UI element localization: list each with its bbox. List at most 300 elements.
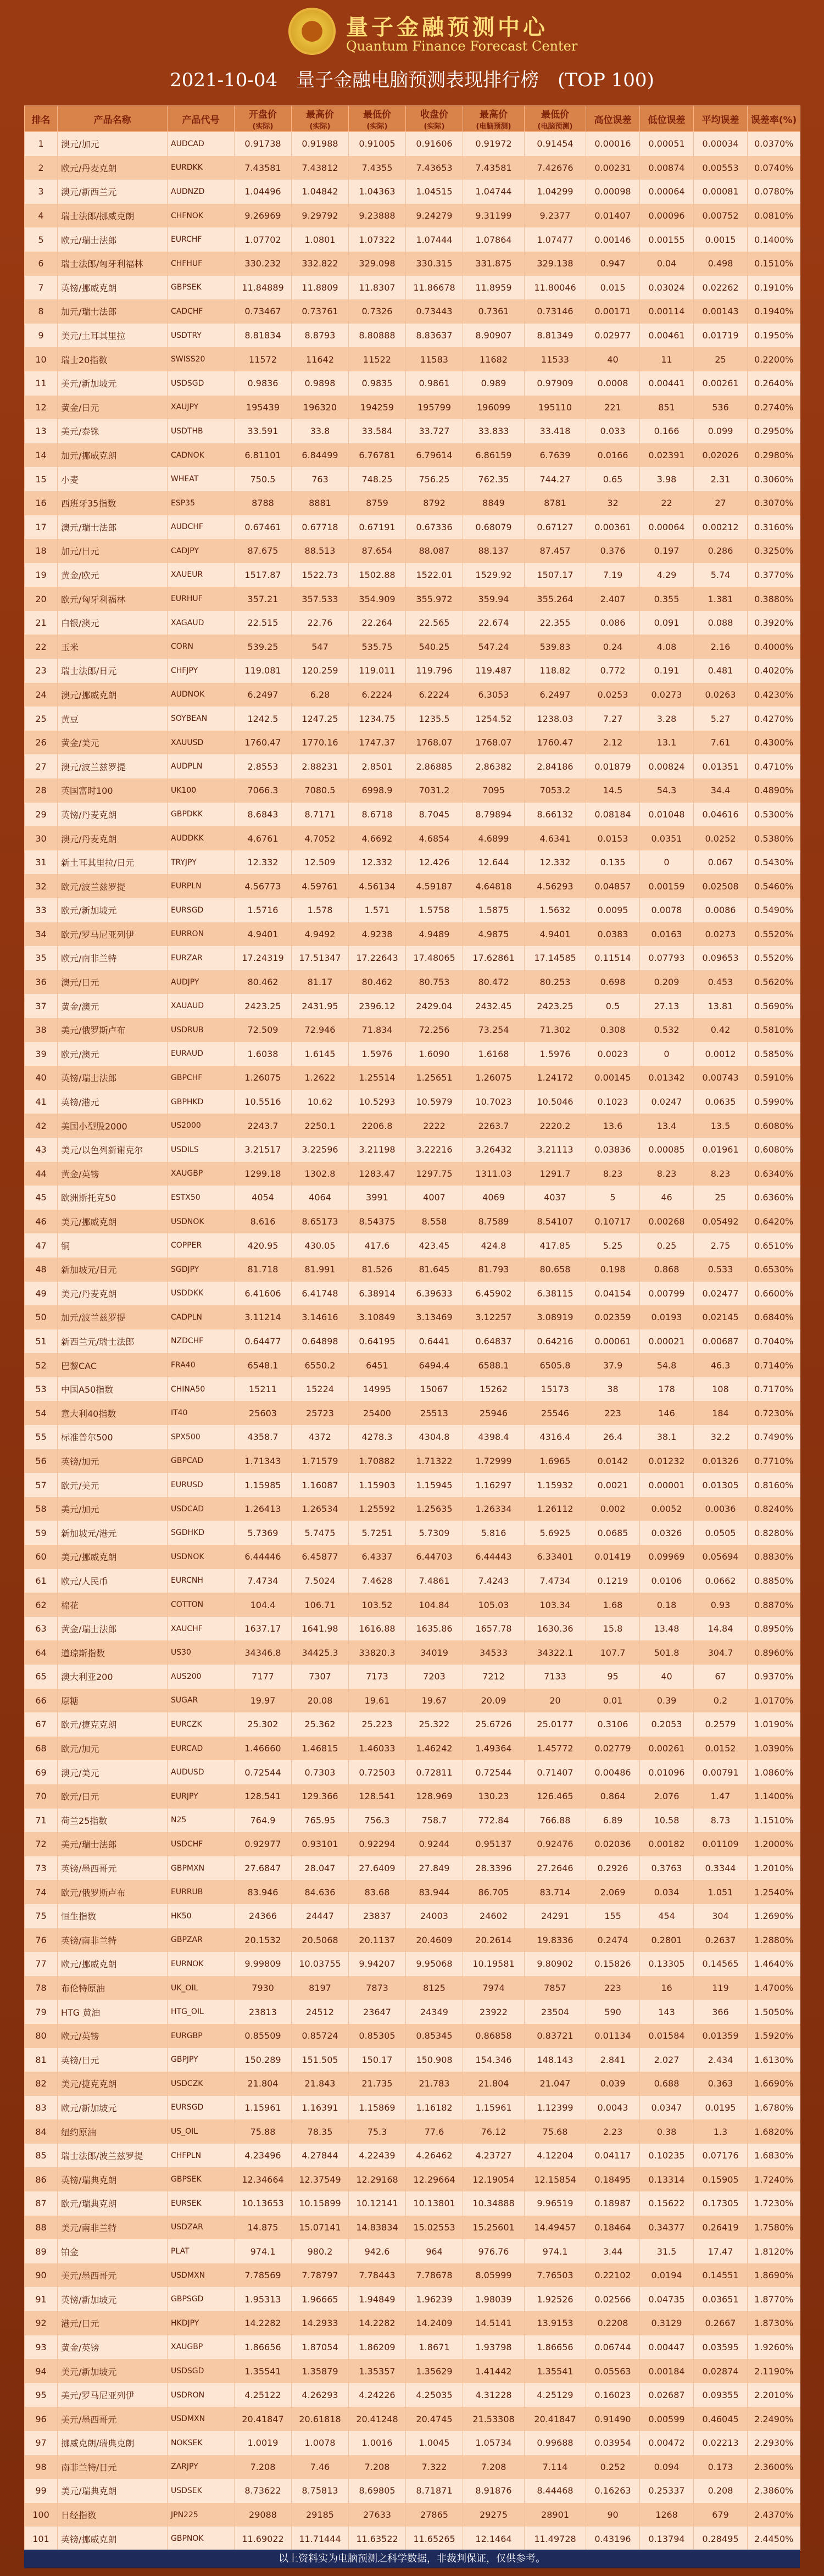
- table-cell: 0.5620%: [748, 970, 800, 994]
- table-cell: 英镑/挪威克朗: [58, 2527, 168, 2551]
- table-cell: 24602: [463, 1904, 525, 1928]
- table-cell: 黄金/英镑: [58, 1162, 168, 1186]
- table-cell: 20.2614: [463, 1928, 525, 1952]
- table-cell: 12.332: [349, 850, 406, 875]
- table-cell: 0.5300%: [748, 803, 800, 827]
- table-cell: 7066.3: [235, 778, 292, 803]
- table-cell: 1.15945: [406, 1473, 463, 1497]
- table-cell: 澳元/新西兰元: [58, 180, 168, 204]
- table-cell: 25513: [406, 1401, 463, 1425]
- table-cell: 2.2490%: [748, 2407, 800, 2431]
- table-cell: EURZAR: [168, 946, 235, 970]
- table-cell: 英镑/墨西哥元: [58, 1856, 168, 1880]
- table-row: [25, 1976, 800, 2000]
- table-cell: 0.4710%: [748, 754, 800, 778]
- table-cell: 83: [25, 2096, 58, 2120]
- table-cell: 94: [25, 2359, 58, 2383]
- table-cell: 0.0740%: [748, 156, 800, 180]
- table-cell: 0.00096: [640, 204, 694, 228]
- table-cell: 76: [25, 1928, 58, 1952]
- table-cell: 0.453: [694, 970, 748, 994]
- table-cell: 0.0095: [586, 898, 640, 922]
- table-cell: 2.027: [640, 2048, 694, 2072]
- table-cell: 25.302: [235, 1712, 292, 1737]
- table-cell: 539.83: [525, 635, 586, 659]
- table-cell: 11522: [349, 347, 406, 371]
- table-cell: 7212: [463, 1665, 525, 1689]
- table-cell: 86.705: [463, 1880, 525, 1904]
- table-cell: 74: [25, 1880, 58, 1904]
- table-row: [25, 2479, 800, 2503]
- table-cell: 66: [25, 1689, 58, 1713]
- table-cell: 1.4640%: [748, 1952, 800, 1976]
- table-cell: 7.61: [694, 731, 748, 755]
- table-cell: 0: [640, 850, 694, 875]
- table-cell: 道琼斯指数: [58, 1640, 168, 1665]
- table-cell: 11642: [292, 347, 349, 371]
- brand-logo-icon: [288, 8, 336, 55]
- table-cell: AUDNZD: [168, 180, 235, 204]
- table-cell: 1770.16: [292, 731, 349, 755]
- table-cell: 0.01407: [586, 204, 640, 228]
- table-cell: 2.12: [586, 731, 640, 755]
- table-cell: 20: [25, 587, 58, 611]
- table-cell: 1.07444: [406, 227, 463, 252]
- table-cell: USDSGD: [168, 371, 235, 396]
- table-cell: 10.7023: [463, 1090, 525, 1114]
- table-row: [25, 683, 800, 707]
- table-cell: 31: [25, 850, 58, 875]
- table-cell: 0.7040%: [748, 1329, 800, 1354]
- table-cell: 6.76781: [349, 443, 406, 468]
- table-cell: 0.197: [640, 539, 694, 563]
- table-cell: 150.908: [406, 2048, 463, 2072]
- table-cell: 5.27: [694, 706, 748, 731]
- table-cell: 976.76: [463, 2239, 525, 2263]
- table-cell: 49: [25, 1282, 58, 1306]
- table-row: [25, 132, 800, 156]
- table-cell: 0.17305: [694, 2191, 748, 2216]
- table-cell: 19.8336: [525, 1928, 586, 1952]
- table-cell: GBPZAR: [168, 1928, 235, 1952]
- table-cell: 2423.25: [235, 994, 292, 1018]
- table-cell: 中国A50指数: [58, 1377, 168, 1401]
- table-cell: 1.49364: [463, 1737, 525, 1761]
- table-cell: 1.26334: [463, 1497, 525, 1521]
- table-cell: 31.5: [640, 2239, 694, 2263]
- table-cell: 22.565: [406, 611, 463, 635]
- table-cell: EURSEK: [168, 2191, 235, 2216]
- table-cell: 4.9489: [406, 922, 463, 947]
- table-cell: 0.25337: [640, 2479, 694, 2503]
- table-cell: 38: [586, 1377, 640, 1401]
- table-cell: 1.70882: [349, 1449, 406, 1473]
- table-cell: EURNOK: [168, 1952, 235, 1976]
- table-cell: USDMXN: [168, 2263, 235, 2288]
- table-cell: 0.3880%: [748, 587, 800, 611]
- table-cell: 20.41847: [235, 2407, 292, 2431]
- table-cell: 4278.3: [349, 1425, 406, 1449]
- table-cell: 0.5: [586, 994, 640, 1018]
- table-cell: 1.8690%: [748, 2263, 800, 2288]
- table-cell: 67: [694, 1665, 748, 1689]
- table-cell: 0.15905: [694, 2167, 748, 2191]
- table-cell: JPN225: [168, 2503, 235, 2527]
- table-cell: 欧元/澳元: [58, 1042, 168, 1066]
- table-cell: 0.99688: [525, 2431, 586, 2455]
- column-header: 最高价 (电脑预测): [463, 106, 525, 132]
- table-cell: 21.783: [406, 2072, 463, 2096]
- table-row: [25, 1353, 800, 1377]
- table-cell: 2250.1: [292, 1114, 349, 1138]
- table-cell: 0.209: [640, 970, 694, 994]
- table-cell: 2.84186: [525, 754, 586, 778]
- table-cell: 0.16023: [586, 2383, 640, 2407]
- table-cell: HTG 黄油: [58, 2000, 168, 2024]
- table-cell: 417.85: [525, 1233, 586, 1258]
- table-cell: 33820.3: [349, 1640, 406, 1665]
- table-cell: 0.2980%: [748, 443, 800, 468]
- table-cell: 0.0078: [640, 898, 694, 922]
- table-cell: 0.03651: [694, 2287, 748, 2311]
- table-cell: 0.2667: [694, 2311, 748, 2335]
- table-cell: GBPSEK: [168, 276, 235, 300]
- table-cell: EURRON: [168, 922, 235, 947]
- table-cell: 357.533: [292, 587, 349, 611]
- table-cell: 14.2282: [235, 2311, 292, 2335]
- table-cell: XAUAUD: [168, 994, 235, 1018]
- table-cell: 0.00085: [640, 1138, 694, 1162]
- table-cell: 0.01961: [694, 1138, 748, 1162]
- table-cell: 0.5460%: [748, 874, 800, 898]
- table-cell: 1.25651: [406, 1066, 463, 1090]
- table-row: [25, 396, 800, 420]
- table-cell: 9.2377: [525, 204, 586, 228]
- table-cell: 0.1940%: [748, 299, 800, 324]
- table-cell: 0.173: [694, 2455, 748, 2479]
- table-cell: 76.12: [463, 2119, 525, 2144]
- table-cell: 1.04363: [349, 180, 406, 204]
- table-cell: 330.232: [235, 252, 292, 276]
- table-cell: 0.00261: [694, 371, 748, 396]
- table-cell: 2431.95: [292, 994, 349, 1018]
- table-cell: 25: [694, 347, 748, 371]
- table-cell: 0.00159: [640, 874, 694, 898]
- table-row: [25, 2407, 800, 2431]
- table-cell: 1.6168: [463, 1042, 525, 1066]
- table-cell: 6.7639: [525, 443, 586, 468]
- table-cell: 7.78569: [235, 2263, 292, 2288]
- table-cell: AUDPLN: [168, 754, 235, 778]
- table-cell: GBPSEK: [168, 2167, 235, 2191]
- table-cell: 1.2880%: [748, 1928, 800, 1952]
- table-cell: 423.45: [406, 1233, 463, 1258]
- table-cell: 恒生指数: [58, 1904, 168, 1928]
- table-cell: 8.73: [694, 1809, 748, 1833]
- table-cell: 1.16182: [406, 2096, 463, 2120]
- table-cell: 0.0008: [586, 371, 640, 396]
- table-cell: 0.0635: [694, 1090, 748, 1114]
- table-cell: 9.26969: [235, 204, 292, 228]
- table-cell: EURCZK: [168, 1712, 235, 1737]
- table-cell: 0.481: [694, 659, 748, 683]
- table-row: [25, 2287, 800, 2311]
- table-cell: 0.002: [586, 1497, 640, 1521]
- table-cell: 11572: [235, 347, 292, 371]
- table-cell: 0.5520%: [748, 946, 800, 970]
- table-cell: 103.34: [525, 1593, 586, 1617]
- table-cell: 43: [25, 1138, 58, 1162]
- table-cell: 1.3: [694, 2119, 748, 2144]
- table-cell: 1.0190%: [748, 1712, 800, 1737]
- table-cell: 欧元/日元: [58, 1784, 168, 1809]
- table-cell: 4358.7: [235, 1425, 292, 1449]
- table-cell: 17.24319: [235, 946, 292, 970]
- table-cell: 0.93101: [292, 1832, 349, 1856]
- table-cell: SWISS20: [168, 347, 235, 371]
- table-cell: 540.25: [406, 635, 463, 659]
- table-cell: 64: [25, 1640, 58, 1665]
- table-cell: 22.674: [463, 611, 525, 635]
- table-cell: 8197: [292, 1976, 349, 2000]
- table-row: [25, 1497, 800, 1521]
- table-cell: 86: [25, 2167, 58, 2191]
- table-cell: 0.91454: [525, 132, 586, 156]
- table-cell: 0.92476: [525, 1832, 586, 1856]
- page-header: [0, 0, 824, 99]
- table-cell: 0.00146: [586, 227, 640, 252]
- table-cell: 7.114: [525, 2455, 586, 2479]
- table-cell: 2432.45: [463, 994, 525, 1018]
- table-cell: 1.98039: [463, 2287, 525, 2311]
- table-cell: 0.6340%: [748, 1162, 800, 1186]
- table-cell: 964: [406, 2239, 463, 2263]
- table-cell: 196320: [292, 396, 349, 420]
- table-cell: 1235.5: [406, 706, 463, 731]
- table-row: [25, 1449, 800, 1473]
- table-cell: 1.86656: [235, 2335, 292, 2360]
- table-cell: 23647: [349, 2000, 406, 2024]
- table-cell: 2429.04: [406, 994, 463, 1018]
- table-cell: 欧元/南非兰特: [58, 946, 168, 970]
- table-row: [25, 2383, 800, 2407]
- table-row: [25, 1617, 800, 1641]
- table-cell: 0.67336: [406, 515, 463, 539]
- table-cell: 1.25635: [406, 1497, 463, 1521]
- table-cell: 128.541: [349, 1784, 406, 1809]
- table-cell: 78.35: [292, 2119, 349, 2144]
- table-cell: 0.04857: [586, 874, 640, 898]
- table-cell: 瑞士法郎/挪威克朗: [58, 204, 168, 228]
- table-cell: 0.0263: [694, 683, 748, 707]
- table-cell: 0.0253: [586, 683, 640, 707]
- table-row: [25, 563, 800, 587]
- table-cell: 0.01879: [586, 754, 640, 778]
- table-cell: 0.00098: [586, 180, 640, 204]
- table-cell: 0.28495: [694, 2527, 748, 2551]
- table-cell: 1.8671: [406, 2335, 463, 2360]
- table-cell: 44: [25, 1162, 58, 1186]
- table-cell: 12: [25, 396, 58, 420]
- table-cell: 2.88231: [292, 754, 349, 778]
- table-cell: 23813: [235, 2000, 292, 2024]
- table-row: [25, 1665, 800, 1689]
- table-cell: 17.48065: [406, 946, 463, 970]
- table-cell: 12.29664: [406, 2167, 463, 2191]
- table-row: [25, 1856, 800, 1880]
- table-cell: 22.264: [349, 611, 406, 635]
- table-cell: 1.26075: [235, 1066, 292, 1090]
- table-cell: 1254.52: [463, 706, 525, 731]
- table-cell: 0.0163: [640, 922, 694, 947]
- table-cell: 1.26534: [292, 1497, 349, 1521]
- table-cell: 0.0043: [586, 2096, 640, 2120]
- table-cell: 0.67718: [292, 515, 349, 539]
- table-cell: 西班牙35指数: [58, 491, 168, 515]
- column-header: 高位误差: [586, 106, 640, 132]
- table-cell: 8792: [406, 491, 463, 515]
- table-cell: 62: [25, 1593, 58, 1617]
- table-row: [25, 2048, 800, 2072]
- table-cell: 0.00472: [640, 2431, 694, 2455]
- table-cell: 32: [586, 491, 640, 515]
- table-cell: 12.15854: [525, 2167, 586, 2191]
- table-cell: 4.9401: [525, 922, 586, 947]
- table-cell: 81: [25, 2048, 58, 2072]
- table-cell: 1.5920%: [748, 2024, 800, 2048]
- table-cell: 2.86885: [406, 754, 463, 778]
- table-cell: 17.62861: [463, 946, 525, 970]
- table-cell: 0.01305: [694, 1473, 748, 1497]
- table-cell: 84: [25, 2119, 58, 2144]
- table-cell: 8.73622: [235, 2479, 292, 2503]
- table-cell: AUDUSD: [168, 1760, 235, 1784]
- table-cell: 4.29: [640, 563, 694, 587]
- table-cell: COPPER: [168, 1233, 235, 1258]
- table-cell: 0.46045: [694, 2407, 748, 2431]
- table-cell: 2.069: [586, 1880, 640, 1904]
- table-cell: 27.13: [640, 994, 694, 1018]
- table-cell: 1.6820%: [748, 2119, 800, 2144]
- table-cell: 1.25592: [349, 1497, 406, 1521]
- table-cell: 1760.47: [235, 731, 292, 755]
- table-cell: 1.71343: [235, 1449, 292, 1473]
- table-cell: 0.01419: [586, 1545, 640, 1569]
- table-cell: 0.01232: [640, 1449, 694, 1473]
- table-cell: 1.96665: [292, 2287, 349, 2311]
- table-cell: 1.2690%: [748, 1904, 800, 1928]
- column-header: 排名: [25, 106, 58, 132]
- table-cell: 0.72503: [349, 1760, 406, 1784]
- table-cell: 107.7: [586, 1640, 640, 1665]
- table-cell: 8.79894: [463, 803, 525, 827]
- table-cell: 0.02391: [640, 443, 694, 468]
- table-cell: 1.571: [349, 898, 406, 922]
- table-cell: 0.864: [586, 1784, 640, 1809]
- table-cell: 143: [640, 2000, 694, 2024]
- table-cell: EURHUF: [168, 587, 235, 611]
- table-cell: 10: [25, 347, 58, 371]
- table-cell: 巴黎CAC: [58, 1353, 168, 1377]
- table-cell: 0.04616: [694, 803, 748, 827]
- table-cell: GBPHKD: [168, 1090, 235, 1114]
- table-cell: 1.0045: [406, 2431, 463, 2455]
- table-cell: 0.03836: [586, 1138, 640, 1162]
- table-cell: 英镑/挪威克朗: [58, 276, 168, 300]
- table-cell: 22.76: [292, 611, 349, 635]
- table-cell: 0.01351: [694, 754, 748, 778]
- table-cell: 0.4890%: [748, 778, 800, 803]
- table-cell: 4.26293: [292, 2383, 349, 2407]
- table-cell: 7.78678: [406, 2263, 463, 2288]
- table-cell: 1641.98: [292, 1617, 349, 1641]
- table-cell: 32.2: [694, 1425, 748, 1449]
- table-cell: 34346.8: [235, 1640, 292, 1665]
- table-cell: 7133: [525, 1665, 586, 1689]
- table-cell: 104.84: [406, 1593, 463, 1617]
- table-cell: 40: [640, 1665, 694, 1689]
- table-cell: 0.2740%: [748, 396, 800, 420]
- table-cell: 3.22216: [406, 1138, 463, 1162]
- table-cell: 83.714: [525, 1880, 586, 1904]
- table-cell: 10.34888: [463, 2191, 525, 2216]
- table-cell: 1.5758: [406, 898, 463, 922]
- table-cell: 26: [25, 731, 58, 755]
- table-cell: 8.80888: [349, 324, 406, 348]
- table-cell: 536: [694, 396, 748, 420]
- table-cell: 2206.8: [349, 1114, 406, 1138]
- table-cell: 0.08184: [586, 803, 640, 827]
- table-cell: 34: [25, 922, 58, 947]
- table-cell: 美元/俄罗斯卢布: [58, 1018, 168, 1042]
- table-cell: 67: [25, 1712, 58, 1737]
- table-cell: 南非兰特/日元: [58, 2455, 168, 2479]
- table-cell: 11.69022: [235, 2527, 292, 2551]
- table-cell: 8.90907: [463, 324, 525, 348]
- table-cell: 0.308: [586, 1018, 640, 1042]
- table-cell: 17.22643: [349, 946, 406, 970]
- table-cell: 1.2000%: [748, 1832, 800, 1856]
- table-cell: 0.00799: [640, 1282, 694, 1306]
- table-cell: 8.65173: [292, 1210, 349, 1234]
- table-cell: 87: [25, 2191, 58, 2216]
- table-cell: 772.84: [463, 1809, 525, 1833]
- table-cell: GBPMXN: [168, 1856, 235, 1880]
- table-cell: 0.04154: [586, 1282, 640, 1306]
- table-cell: 欧元/捷克克朗: [58, 1712, 168, 1737]
- table-cell: 22: [25, 635, 58, 659]
- table-cell: 新土耳其里拉/日元: [58, 850, 168, 875]
- table-cell: 20.41847: [525, 2407, 586, 2431]
- table-cell: 23504: [525, 2000, 586, 2024]
- table-cell: 1283.47: [349, 1162, 406, 1186]
- table-cell: 75.68: [525, 2119, 586, 2144]
- table-cell: 0.8870%: [748, 1593, 800, 1617]
- table-cell: 英镑/新加坡元: [58, 2287, 168, 2311]
- table-cell: 0.033: [586, 419, 640, 443]
- table-cell: 英镑/日元: [58, 2048, 168, 2072]
- table-cell: 4304.8: [406, 1425, 463, 1449]
- table-cell: 7.43581: [463, 156, 525, 180]
- table-cell: 24366: [235, 1904, 292, 1928]
- table-cell: 0.04117: [586, 2144, 640, 2168]
- table-cell: 7053.2: [525, 778, 586, 803]
- table-cell: 1.46033: [349, 1737, 406, 1761]
- table-row: [25, 1545, 800, 1569]
- table-cell: 11.49728: [525, 2527, 586, 2551]
- table-cell: 28.047: [292, 1856, 349, 1880]
- table-cell: 0.6840%: [748, 1305, 800, 1329]
